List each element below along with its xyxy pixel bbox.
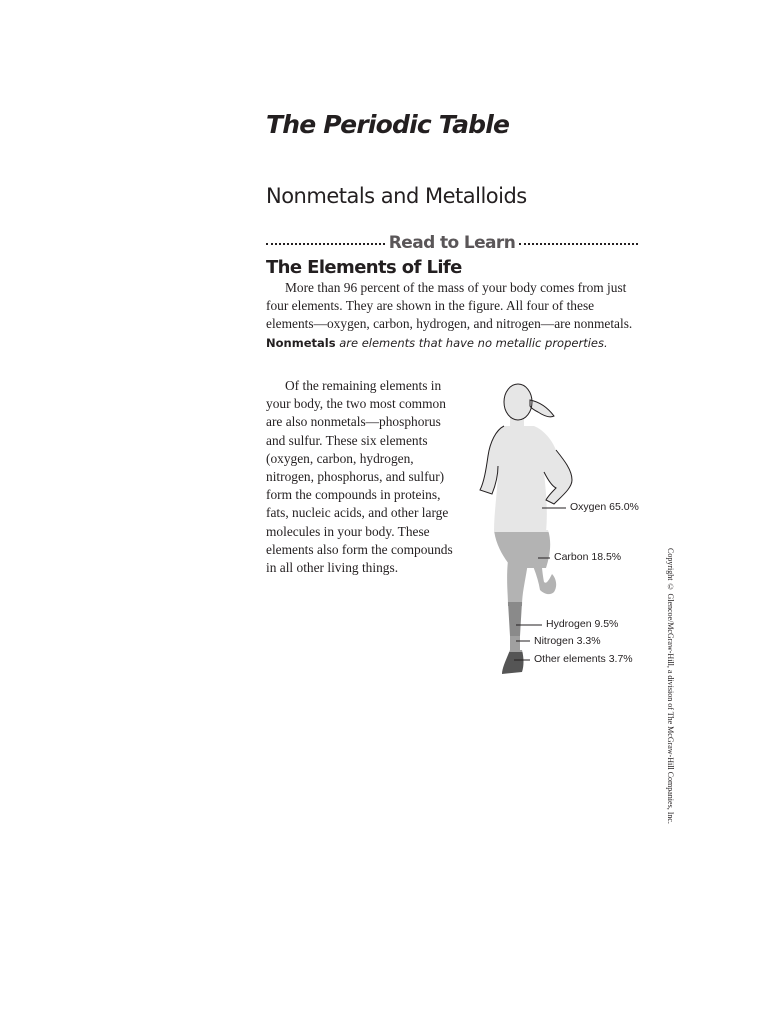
paragraph-2: Of the remaining elements in your body, the two most common are also nonmetals—phosphorus and sulfur. These six elements (oxygen, carbon, hydrogen, nitrogen, phosphorus, and sulfur) form the compounds in proteins, fats, nucleic acids, and other large molecules in your body. These elements also form the compounds in all other living things. bbox=[266, 378, 453, 576]
band-carbon bbox=[468, 532, 658, 602]
body-elements-figure bbox=[468, 380, 658, 680]
subheading: The Elements of Life bbox=[266, 257, 462, 278]
label-nitrogen: Nitrogen 3.3% bbox=[534, 635, 601, 647]
keyword-nonmetals: Nonmetals bbox=[266, 335, 336, 350]
paragraph-1 bbox=[266, 279, 638, 352]
read-to-learn-banner bbox=[266, 232, 638, 254]
paragraph-1-text: More than 96 percent of the mass of your body comes from just four elements. They are shown in the figure. All four of these elements—oxygen, carbon, hydrogen, and nitrogen—are nonmetals. bbox=[266, 280, 633, 332]
definition-text: are elements that have no metallic properties. bbox=[335, 335, 608, 350]
label-carbon: Carbon 18.5% bbox=[554, 551, 622, 563]
label-other-elements: Other elements 3.7% bbox=[534, 653, 633, 665]
dotted-rule-right bbox=[519, 243, 638, 245]
chapter-title: The Periodic Table bbox=[266, 110, 510, 139]
section-title: Nonmetals and Metalloids bbox=[266, 184, 527, 208]
copyright-notice: Copyright © Glencoe/McGraw-Hill, a division of The McGraw-Hill Companies, Inc. bbox=[666, 548, 675, 824]
label-oxygen: Oxygen 65.0% bbox=[570, 501, 639, 513]
label-hydrogen: Hydrogen 9.5% bbox=[546, 618, 619, 630]
read-to-learn-label: Read to Learn bbox=[388, 233, 516, 253]
dotted-rule-left bbox=[266, 243, 385, 245]
